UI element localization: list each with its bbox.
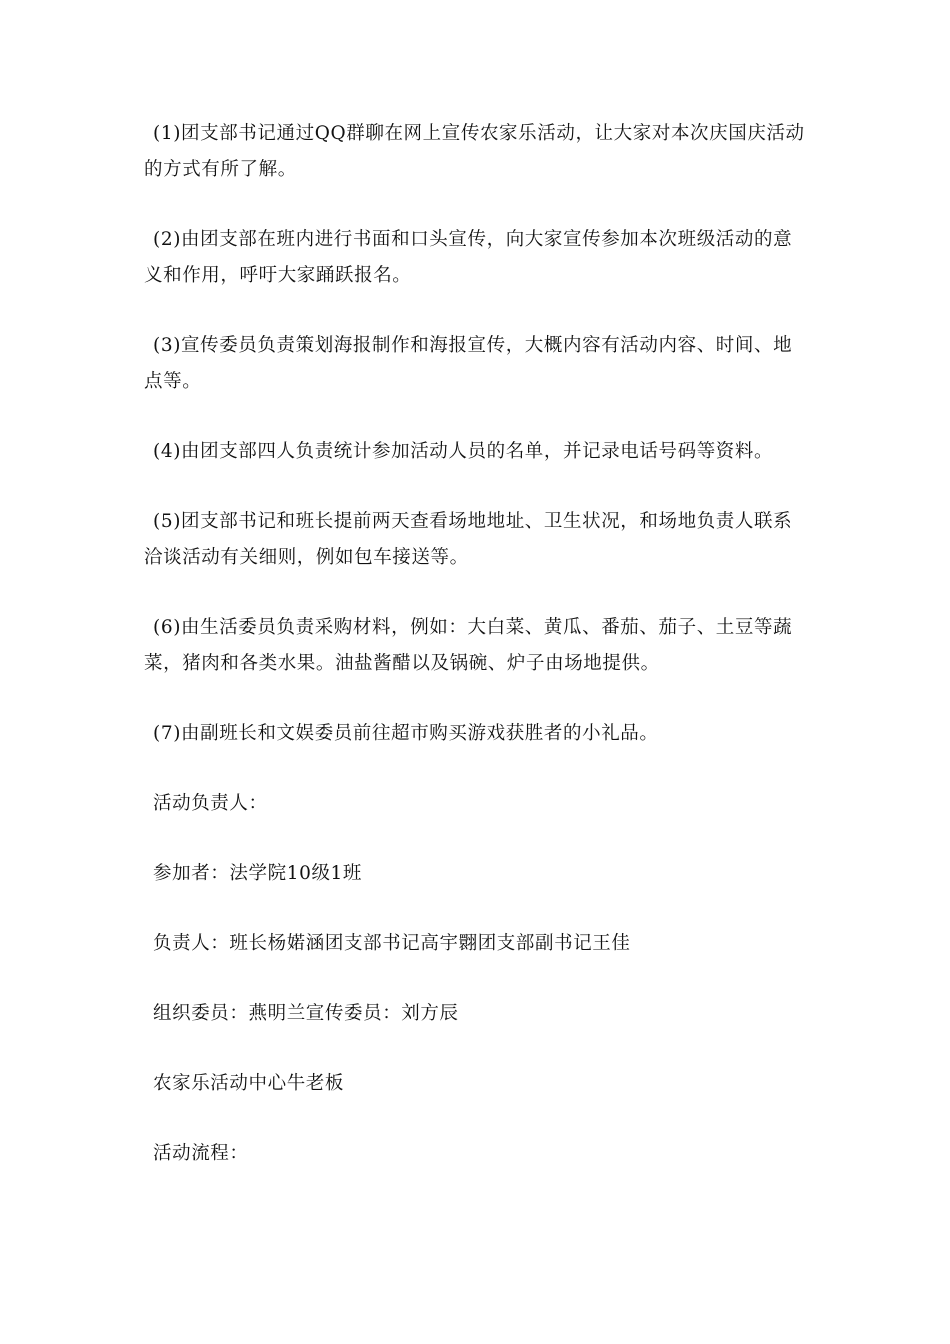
- paragraph-prizes: (7)由副班长和文娱委员前往超市购买游戏获胜者的小礼品。: [153, 723, 659, 744]
- committee-line: 组织委员：燕明兰宣传委员：刘方辰: [153, 1003, 459, 1024]
- paragraph-class-publicity: (2)由团支部在班内进行书面和口头宣传，向大家宣传参加本次班级活动的意义和作用，呼吁大家踊跃报名。: [144, 229, 793, 286]
- paragraph-poster: (3)宣传委员负责策划海报制作和海报宣传，大概内容有活动内容、时间、地点等。: [144, 335, 793, 392]
- paragraph-publicity-qq: (1)团支部书记通过QQ群聊在网上宣传农家乐活动，让大家对本次庆国庆活动的方式有所了解。: [144, 123, 805, 180]
- venue-owner-line: 农家乐活动中心牛老板: [153, 1073, 345, 1094]
- paragraph-materials: (6)由生活委员负责采购材料，例如：大白菜、黄瓜、番茄、茄子、土豆等蔬菜，猪肉和各类水果。油盐酱醋以及锅碗、炉子由场地提供。: [144, 617, 793, 674]
- process-heading: 活动流程：: [153, 1143, 249, 1164]
- paragraph-registration: (4)由团支部四人负责统计参加活动人员的名单，并记录电话号码等资料。: [153, 441, 774, 462]
- leaders-line: 负责人：班长杨婼涵团支部书记高宇翾团支部副书记王佳: [153, 933, 631, 954]
- activity-leader-heading: 活动负责人：: [153, 793, 268, 814]
- participants-line: 参加者：法学院10级1班: [153, 863, 363, 884]
- document-body: [144, 116, 809, 1206]
- paragraph-venue-check: (5)团支部书记和班长提前两天查看场地地址、卫生状况，和场地负责人联系洽谈活动有关细则，例如包车接送等。: [144, 511, 793, 568]
